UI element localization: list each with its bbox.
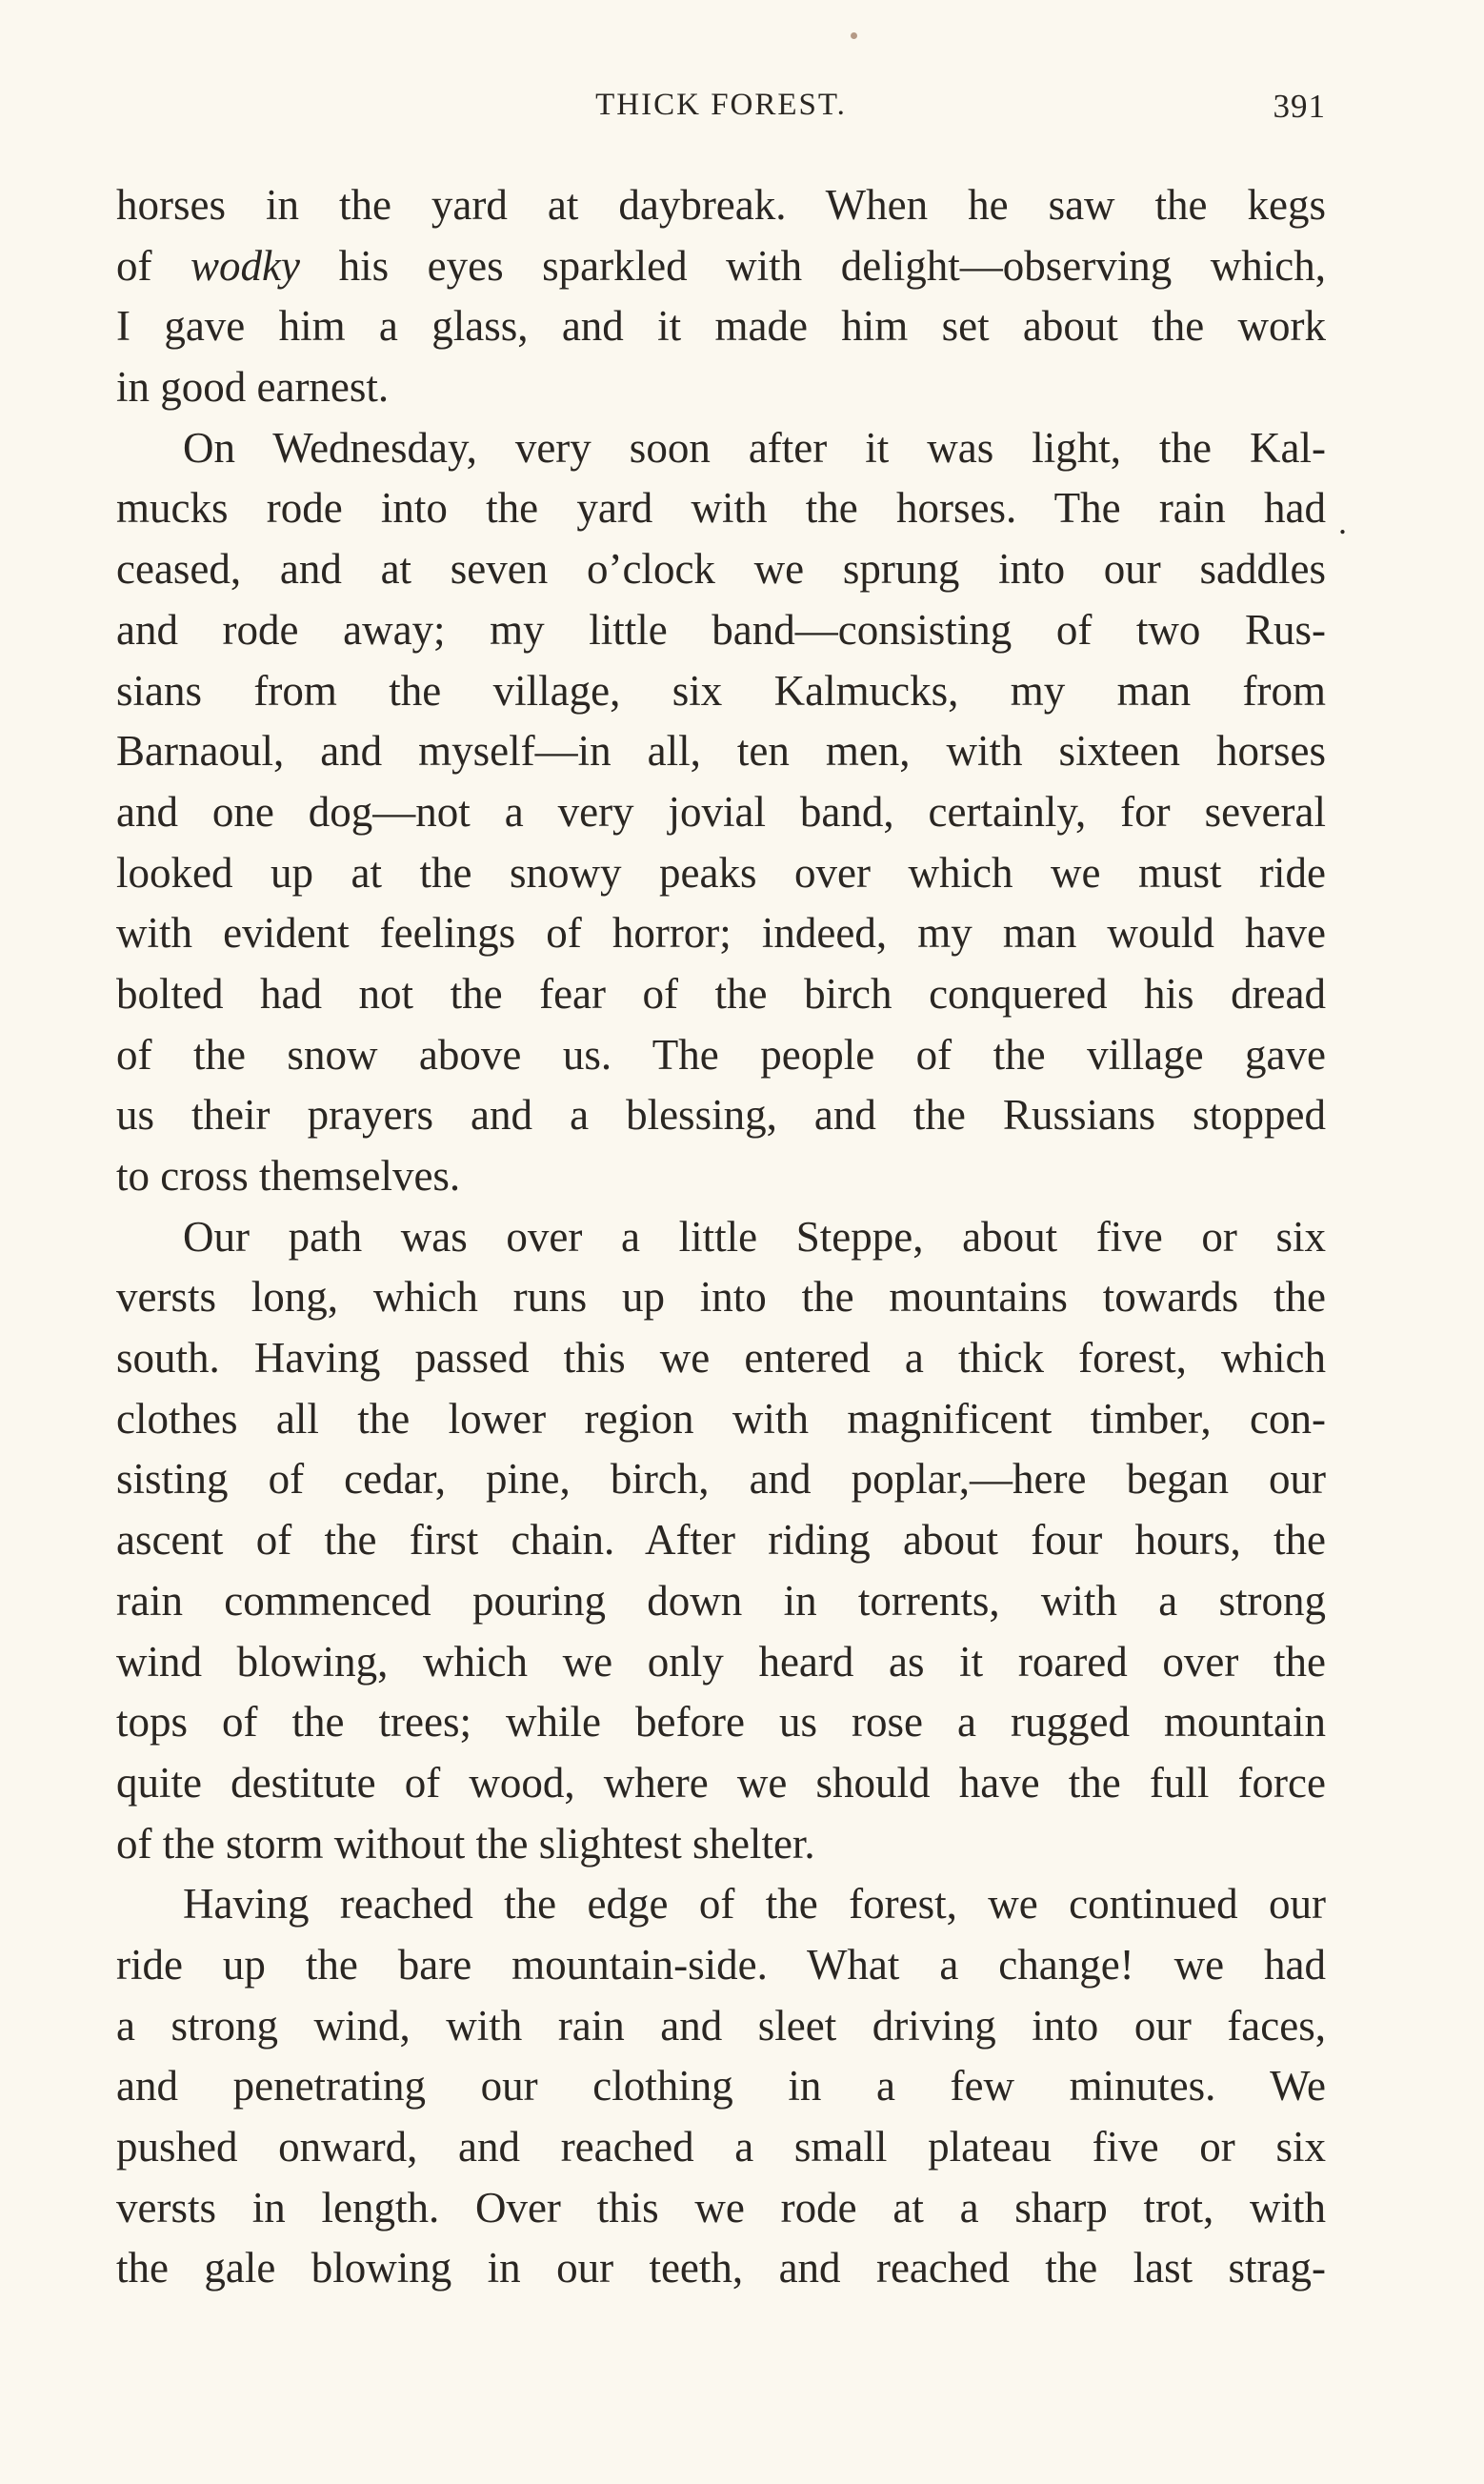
text-line: south. Having passed this we entered a thick forest, which (116, 1334, 1326, 1383)
text-line: to cross themselves. (116, 1152, 461, 1200)
stray-mark: . (1338, 503, 1347, 541)
text-line: us their prayers and a blessing, and the Russians stopped (116, 1091, 1326, 1140)
text-line: with evident feelings of horror; indeed, my man would have (116, 909, 1326, 958)
text-line: looked up at the snowy peaks over which we must ride (116, 848, 1326, 897)
text-line: bolted had not the fear of the birch conquered his dread (116, 969, 1326, 1018)
text-line: versts in length. Over this we rode at a sharp trot, with (116, 2183, 1326, 2232)
text-line: ride up the bare mountain-side. What a change! we had (116, 1940, 1326, 1989)
text-line: tops of the trees; while before us rose a rugged mountain (116, 1698, 1326, 1747)
text-line: horses in the yard at daybreak. When he saw the kegs (116, 181, 1326, 229)
paragraph-first-line: On Wednesday, very soon after it was light, the Kal- (183, 423, 1326, 472)
text-line: sians from the village, six Kalmucks, my man from (116, 666, 1326, 715)
text-segment: his eyes sparkled with delight—observing which, (300, 241, 1326, 290)
text-line: clothes all the lower region with magnificent timber, con- (116, 1394, 1326, 1443)
text-line: sisting of cedar, pine, birch, and poplar,—here began our (116, 1455, 1326, 1504)
text-line: Barnaoul, and myself—in all, ten men, with sixteen horses (116, 727, 1326, 776)
text-line: in good earnest. (116, 363, 390, 412)
text-line: ceased, and at seven o’clock we sprung into our saddles (116, 545, 1326, 594)
text-line: quite destitute of wood, where we should have the full force (116, 1758, 1326, 1807)
text-line: and rode away; my little band—consisting of two Rus- (116, 605, 1326, 654)
page-number: 391 (1273, 88, 1326, 125)
text-line: of the storm without the slightest shelter. (116, 1819, 815, 1868)
text-line: pushed onward, and reached a small plateau five or six (116, 2123, 1326, 2171)
text-line: mucks rode into the yard with the horses. The rain had (116, 484, 1326, 533)
italic-word: wodky (191, 241, 301, 290)
text-line: ascent of the first chain. After riding about four hours, the (116, 1516, 1326, 1565)
running-title: THICK FOREST. (595, 88, 847, 122)
body-text (116, 175, 1326, 2299)
text-line: versts long, which runs up into the mountains towards the (116, 1273, 1326, 1322)
text-line: a strong wind, with rain and sleet driving into our faces, (116, 2001, 1326, 2050)
text-line: I gave him a glass, and it made him set about the work (116, 302, 1326, 351)
text-segment: of (116, 241, 191, 290)
text-line: and one dog—not a very jovial band, certainly, for several (116, 787, 1326, 836)
text-line (116, 236, 1326, 297)
text-line: rain commenced pouring down in torrents, with a strong (116, 1576, 1326, 1625)
running-head (116, 88, 1326, 145)
ink-speck (851, 32, 857, 39)
text-line: and penetrating our clothing in a few minutes. We (116, 2062, 1326, 2110)
paragraph-first-line: Having reached the edge of the forest, we continued our (183, 1880, 1326, 1929)
paragraph-first-line: Our path was over a little Steppe, about five or six (183, 1212, 1326, 1261)
text-line: wind blowing, which we only heard as it roared over the (116, 1637, 1326, 1686)
text-line: the gale blowing in our teeth, and reached the last strag- (116, 2244, 1326, 2292)
text-line: of the snow above us. The people of the village gave (116, 1030, 1326, 1079)
